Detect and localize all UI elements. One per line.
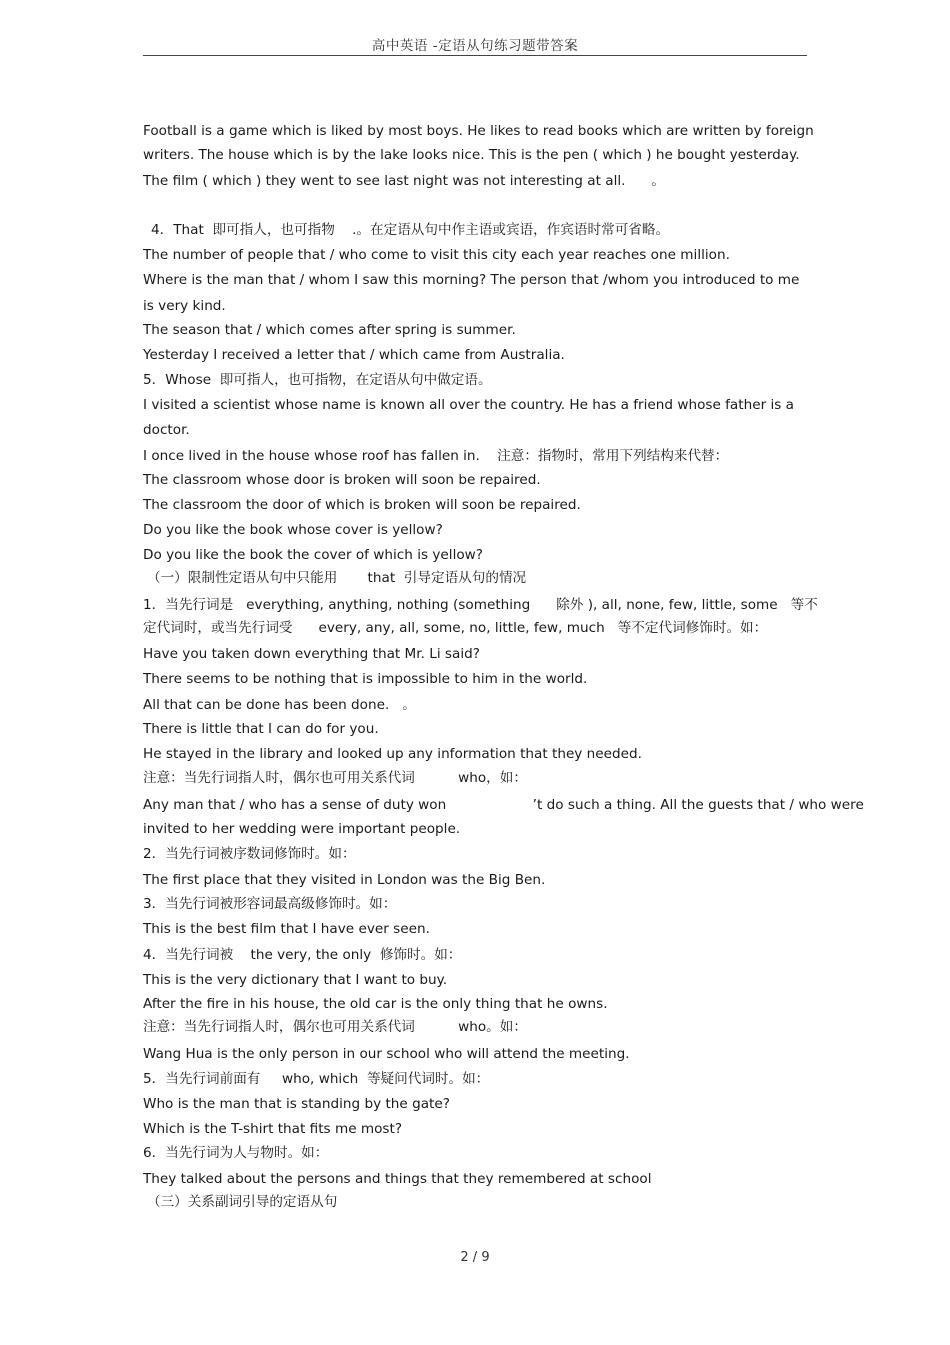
text-line: （三）关系副词引导的定语从句 [147, 1194, 338, 1210]
text-line: Have you taken down everything that Mr. Li said? [143, 646, 480, 662]
text-line: Yesterday I received a letter that / which came from Australia. [143, 347, 565, 363]
text-line: 注意：当先行词指人时，偶尔也可用关系代词 who，如： [143, 770, 527, 786]
text-line: They talked about the persons and things that they remembered at school [143, 1171, 652, 1187]
text-line: 1．当先行词是 everything, anything, nothing (something 除外 ), all, none, few, little, some 等不 [143, 597, 818, 613]
text-line: There is little that I can do for you. [143, 721, 379, 737]
text-line: 2．当先行词被序数词修饰时。如： [143, 846, 356, 862]
header-divider [143, 55, 807, 56]
text-line: 4．That 即可指人，也可指物 .。在定语从句中作主语或宾语，作宾语时常可省略。 [151, 222, 670, 238]
text-line: doctor. [143, 422, 190, 438]
text-line: After the fire in his house, the old car is the only thing that he owns. [143, 996, 608, 1012]
text-line: 5．Whose 即可指人，也可指物，在定语从句中做定语。 [143, 372, 492, 388]
text-line: Football is a game which is liked by most boys. He likes to read books which are written by foreign [143, 123, 814, 139]
text-line: 定代词时，或当先行词受 every, any, all, some, no, little, few, much 等不定代词修饰时。如： [143, 620, 768, 636]
text-line: The film ( which ) they went to see last night was not interesting at all. 。 [143, 173, 665, 189]
text-line: invited to her wedding were important people. [143, 821, 461, 837]
text-line: writers. The house which is by the lake looks nice. This is the pen ( which ) he bought yesterday. [143, 147, 800, 163]
text-line: Any man that / who has a sense of duty won ’t do such a thing. All the guests that / who were [143, 797, 864, 813]
text-line: I once lived in the house whose roof has fallen in. 注意：指物时，常用下列结构来代替： [143, 448, 729, 464]
text-line: All that can be done has been done. 。 [143, 697, 416, 713]
text-line: This is the very dictionary that I want to buy. [143, 972, 448, 988]
page-header-title: 高中英语 -定语从句练习题带答案 [371, 38, 579, 54]
text-line: This is the best film that I have ever seen. [143, 921, 430, 937]
text-line: The number of people that / who come to visit this city each year reaches one million. [143, 247, 730, 263]
text-line: Do you like the book whose cover is yellow? [143, 522, 443, 538]
text-line: 注意：当先行词指人时，偶尔也可用关系代词 who。如： [143, 1019, 527, 1035]
text-line: 4．当先行词被 the very, the only 修饰时。如： [143, 947, 462, 963]
text-line: （一）限制性定语从句中只能用 that 引导定语从句的情况 [147, 570, 527, 586]
text-line: 5．当先行词前面有 who, which 等疑问代词时。如： [143, 1071, 490, 1087]
text-line: Wang Hua is the only person in our school who will attend the meeting. [143, 1046, 630, 1062]
text-line: Where is the man that / whom I saw this morning? The person that /whom you introduced to me [143, 272, 800, 288]
text-line: The season that / which comes after spring is summer. [143, 322, 516, 338]
text-line: I visited a scientist whose name is known all over the country. He has a friend whose father is a [143, 397, 794, 413]
text-line: The classroom whose door is broken will soon be repaired. [143, 472, 541, 488]
page-number: 2 / 9 [460, 1250, 490, 1265]
text-line: There seems to be nothing that is impossible to him in the world. [143, 671, 588, 687]
text-line: Who is the man that is standing by the gate? [143, 1096, 450, 1112]
text-line: Which is the T-shirt that fits me most? [143, 1121, 403, 1137]
text-line: 3．当先行词被形容词最高级修饰时。如： [143, 896, 397, 912]
text-line: is very kind. [143, 298, 226, 314]
text-line: He stayed in the library and looked up any information that they needed. [143, 746, 642, 762]
text-line: The classroom the door of which is broken will soon be repaired. [143, 497, 581, 513]
text-line: 6．当先行词为人与物时。如： [143, 1145, 329, 1161]
text-line: The first place that they visited in London was the Big Ben. [143, 872, 546, 888]
text-line: Do you like the book the cover of which is yellow? [143, 547, 483, 563]
